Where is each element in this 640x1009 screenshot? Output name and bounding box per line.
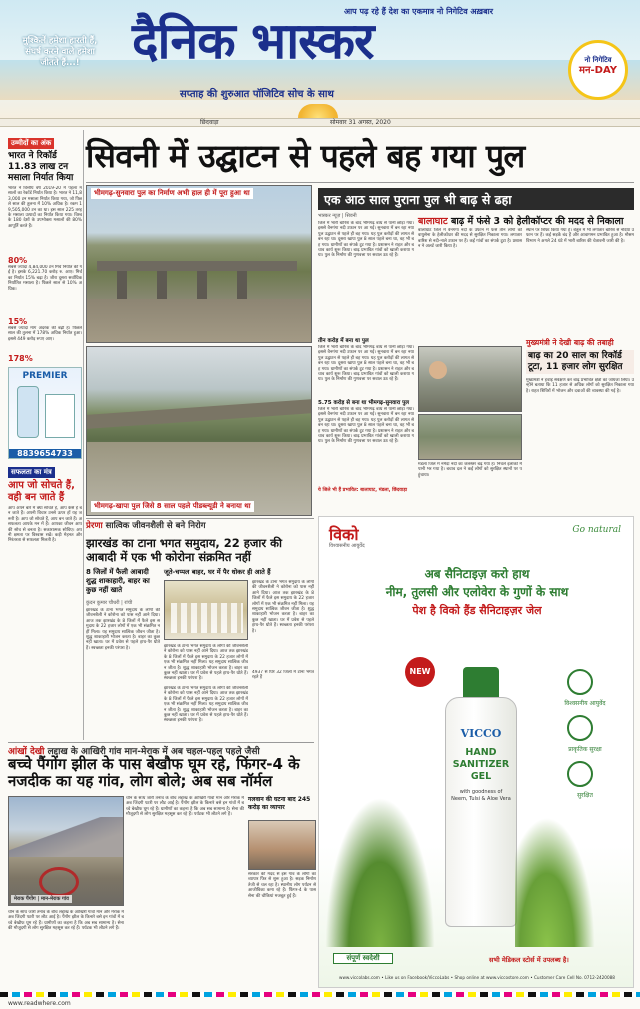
bridge-photo-2-caption: भीमगढ़-खापा पुल जिसे 8 साल पहले पीडब्ल्यूडी ने बनाया था <box>91 501 254 512</box>
tana-bhagat-body-2: झारखंड के टाना भगत समुदाय के लोगों की जीवनशैली ने कोरोना को पास नहीं आने दिया। आज तक झारखंड के 8 जिलों में फैले इस समुदाय के 22 हजार लोगों में एक भी संक्रमित नहीं मिला। यह समुदाय सात्विक जीवन जीता है। शुद्ध शाकाहारी भोजन करता है। बाहर का कुछ नहीं खाता। घर में प्रवेश से पहले हाथ-पैर धोते हैं। स्वच्छता इनकी परंपरा है। <box>252 580 314 634</box>
article-subhead-1: तीन करोड़ में बना था पुल <box>318 338 369 344</box>
mountain-shape <box>9 817 124 857</box>
ladakh-headline: बच्चे पैंगोंग झील के पास बेखौफ घूम रहे, फिंगर-4 के नजदीक का यह गांव, लोग बोले; अब सब नॉर्मल <box>8 755 300 790</box>
ladakh-body-1: चीन के साथ जारी तनाव के बीच लद्दाख के आखिरी गांवों मान और मेराक में अब जिंदगी पटरी पर लौट आई है। पैंगोंग झील के किनारे बसे इन गांवों में बच्चे बेखौफ घूम रहे हैं। ग्रामीणों का कहना है कि अब सब सामान्य है। सेना की मौजूदगी से लोग सुरक्षित महसूस कर रहे हैं। पर्यटक भी लौटने लगे हैं। <box>126 796 244 818</box>
article-footnote: ये जिले भी हैं प्रभावित: बालाघाट, मंडला, छिंदवाड़ा <box>318 488 408 493</box>
article-column-2 <box>418 214 634 227</box>
bridge-structure-shape <box>97 261 297 271</box>
subheadline-bar: एक आठ साल पुराना पुल भी बाढ़ से ढहा <box>318 188 634 210</box>
water-bottle-icon <box>17 386 39 438</box>
bottle-name: HAND SANITIZER GEL <box>452 747 510 782</box>
spice-export-headline: भारत ने रिकॉर्ड 11.83 लाख टन मसाला निर्यात किया <box>8 151 74 183</box>
article-body-col1b: जिले में भारी बारिश के बाद भीमगढ़ बांध से पानी छोड़ा गया। इससे वैनगंगा नदी उफान पर आ गई। सुनवारा में बन रहा नया पुल उद्घाटन से पहले ही बह गया। यह पुल करोड़ों की लागत से बन रहा था। दूसरा खापा पुल 8 साल पहले बना था, वह भी बह गया। ग्रामीणों का संपर्क टूट गया है। प्रशासन ने राहत और बचाव कार्य शुरू किया। बाढ़ प्रभावित गांवों को खाली कराया गया। पुल के निर्माण की गुणवत्ता पर सवाल उठ रहे हैं। <box>318 345 414 383</box>
galwan-side-body: सरकार की मदद से इस गांव के लोगों का व्यापार फिर से शुरू हुआ है। सड़क निर्माण तेजी से चल रहा है। स्थानीय लोग पर्यटन से आजीविका कमा रहे हैं। फिंगर-4 के पास सेना की चौकियां मजबूत हुई हैं। <box>248 872 316 899</box>
dateline-date: सोमवार 31 अगस्त, 2020 <box>330 119 391 126</box>
page-footer <box>0 998 640 1009</box>
helicopter-rescue-photo <box>418 346 522 412</box>
main-headline: सिवनी में उद्घाटन से पहले बह गया पुल <box>86 137 525 175</box>
badge-main-text: मन-DAY <box>578 65 617 76</box>
ad-footer-text: www.viccolabs.com • Like us on Facebook/ViccoLabs • Shop online at www.viccostore.com • Customer Care Cell No. 0712-2420088 <box>339 975 615 980</box>
tana-bhagat-headline: झारखंड का टाना भगत समुदाय, 22 हजार की आबादी में एक भी कोरोना संक्रमित नहीं <box>86 536 282 564</box>
vicco-logo: विको <box>329 525 359 544</box>
prerna-banner <box>86 520 312 534</box>
article-body-col1: जिले में भारी बारिश के बाद भीमगढ़ बांध से पानी छोड़ा गया। इससे वैनगंगा नदी उफान पर आ गई। सुनवारा में बन रहा नया पुल उद्घाटन से पहले ही बह गया। यह पुल करोड़ों की लागत से बन रहा था। दूसरा खापा पुल 8 साल पहले बना था, वह भी बह गया। ग्रामीणों का संपर्क टूट गया है। प्रशासन ने राहत और बचाव कार्य शुरू किया। बाढ़ प्रभावित गांवों को खाली कराया गया। पुल के निर्माण की गुणवत्ता पर सवाल उठ रहे हैं। <box>318 221 414 259</box>
section-label-ummeedon: उम्मीदों का अंक <box>8 138 54 149</box>
bridge-photo-2 <box>86 346 312 516</box>
swadeshi-badge: संपूर्ण स्वदेशी <box>333 953 393 964</box>
galwan-side-headline: गलवान की घटना बाद 245 करोड़ का व्यापार <box>248 796 311 811</box>
tana-bhagat-subhead-right: जूते-चप्पल बाहर, घर में पैर धोकर ही आते हैं <box>164 568 271 576</box>
bridge-photo-1-caption: भीमगढ़-सुनवारा पुल का निर्माण अभी हाल ही में पूरा हुआ था <box>91 188 253 199</box>
person-icon <box>429 361 447 379</box>
feature-natural-label: प्राकृतिक सुरक्षा <box>568 746 602 753</box>
new-badge: NEW <box>405 657 435 687</box>
premier-ad <box>8 367 82 459</box>
headline-rule <box>86 182 634 183</box>
article-body-col3: स्थान पर शिफ्ट किया गया है। बैतूल में भी लगातार बारिश से नदियां उफान पर हैं। कई सड़कें बंद हैं और आवागमन प्रभावित हुआ है। मौसम विभाग ने अगले 24 घंटे में भारी बारिश की चेतावनी जारी की है। <box>526 228 634 244</box>
prerna-label: प्रेरणा <box>86 521 103 531</box>
feature-ayurveda-label: विश्वसनीय आयुर्वेद <box>564 700 606 707</box>
ladakh-photo-caption: मेराक पैंगोंग | मान-मेराक गांव <box>11 895 72 903</box>
bottle-cap-shape <box>463 667 499 697</box>
aankhon-text: लद्दाख के आखिरी गांव मान-मेराक में अब चहल-पहल पहले जैसी <box>47 747 260 757</box>
badge-top-text: नो निगेटिव <box>584 56 612 64</box>
article-subhead-2: 5.75 करोड़ से बना था भीमगढ़-सुनवारा पुल <box>318 400 410 406</box>
dateline-bar <box>0 118 640 127</box>
cm-subheadline: बाढ़ का 20 साल का रिकॉर्ड टूटा, 11 हजार लोग सुरक्षित <box>526 350 634 374</box>
bottle-brand: VICCO <box>460 727 502 740</box>
ad-headline-2: नीम, तुलसी और एलोवेरा के गुणों के साथ <box>385 585 569 599</box>
flood-aerial-photo <box>418 414 522 460</box>
bottle-sub: with goodness of Neem, Tulsi & Aloe Vera <box>451 789 511 802</box>
people-group-shape <box>171 603 243 633</box>
tana-bhagat-photo <box>164 580 248 640</box>
masthead-tagline: सप्ताह की शुरुआत पॉजिटिव सोच के साथ <box>180 89 334 100</box>
reporter-byline: भास्कर न्यूज़ | सिवनी <box>318 213 357 219</box>
left-column <box>8 130 82 676</box>
bridge-pillars-shape <box>117 271 277 299</box>
ladakh-body-2: चीन के साथ जारी तनाव के बीच लद्दाख के आखिरी गांवों मान और मेराक में अब जिंदगी पटरी पर लौट आई है। पैंगोंग झील के किनारे बसे इन गांवों में बच्चे बेखौफ घूम रहे हैं। ग्रामीणों का कहना है कि अब सब सामान्य है। सेना की मौजूदगी से लोग सुरक्षित महसूस कर रहे हैं। पर्यटक भी लौटने लगे हैं। <box>8 910 124 932</box>
bridge-photo-1 <box>86 185 312 343</box>
color-registration-strip <box>0 992 640 997</box>
tana-bhagat-subhead-left: 8 जिलों में फैली आबादी शुद्ध शाकाहारी, बाहर का कुछ नहीं खाते <box>86 568 150 594</box>
prerna-text: सात्विक जीवनशैली से बने निरोग <box>105 521 206 531</box>
aankhon-rule <box>8 742 314 743</box>
column-divider <box>83 130 84 740</box>
sun-icon <box>298 104 338 118</box>
spice-stat-178: 178% <box>8 354 33 363</box>
ladakh-photo <box>8 796 124 906</box>
masthead-tagline-top: आप पढ़ रहे हैं देश का एकमात्र नो निगेटिव अख़बार <box>344 7 493 16</box>
balaghat-headline <box>418 214 634 227</box>
balaghat-head-text: बाढ़ में फंसे 3 को हेलीकॉप्टर की मदद से निकाला <box>450 216 624 227</box>
masthead-quote: मुश्किलें हमेशा हारती हैं, संघर्ष करने वाले हमेशा जीतते हैं...! <box>22 36 98 68</box>
feature-natural-icon <box>567 715 593 741</box>
prerna-rule <box>86 518 314 519</box>
ad-headline-1: अब सैनिटाइज़ करो हाथ <box>424 567 530 581</box>
cm-headline: मुख्यमंत्री ने देखी बाढ़ की तबाही <box>526 338 614 347</box>
ad-headline-3: पेश है विको हैंड सैनिटाइज़र जेल <box>412 604 542 617</box>
success-mantra-body: आप अपने बारे में क्या सोचते हैं, आप कैसे हैं बन जाते हैं। अपनी विचार उनसे ऊपर हों यह जरूरी है। आप जो सोचते हैं, आप बन जाते हैं। असफलता आपके मन में हैं। आपका जीवन आपकी सोच से बनता है। सकारात्मक सोचिए। अपनी क्षमता पर विश्वास रखें। कड़ी मेहनत और निरंतरता से सफलता मिलती है। <box>8 506 82 544</box>
tana-bhagat-byline: कुंदन कुमार चौधरी | रांची <box>86 600 133 606</box>
aankhon-label: आंखों देखी <box>8 747 45 757</box>
spice-export-body-3: सबसे ज्यादा मांग अदरक की बढ़ी है। पिछले साल की तुलना में 178% अधिक निर्यात हुआ। इससे 449 करोड़ रुपए आए। <box>8 326 82 342</box>
footer-site-link[interactable]: www.readwhere.com <box>8 1000 71 1007</box>
vicco-logo-sub: विश्वासनीय आयुर्वेद <box>329 543 365 549</box>
spice-export-body-1: भारत ने वित्तीय वर्ष 2019-20 में पहला मसालों का रेकॉर्ड निर्यात किया है। भारत ने 11,83,000 टन मसाला निर्यात किया गया, जो पिछले साल की तुलना में 10% अधिक है। रकम 19,505,000 टन का था। इस साल 225 तरह के मसाला उत्पादों का निर्यात किया गया। विश्व के 180 देशों के उपभोक्ता मसालों की 80% आपूर्ति करते हैं। <box>8 186 82 229</box>
aloe-vera-leaves-icon <box>325 797 435 947</box>
tana-bhagat-body-1: झारखंड के टाना भगत समुदाय के लोगों की जीवनशैली ने कोरोना को पास नहीं आने दिया। आज तक झारखंड के 8 जिलों में फैले इस समुदाय के 22 हजार लोगों में एक भी संक्रमित नहीं मिला। यह समुदाय सात्विक जीवन जीता है। शुद्ध शाकाहारी भोजन करता है। बाहर का कुछ नहीं खाता। घर में प्रवेश से पहले हाथ-पैर धोते हैं। स्वच्छता इनकी परंपरा है। <box>86 608 160 651</box>
aloe-vera-right-icon <box>515 817 595 947</box>
article-body-col1c: जिले में भारी बारिश के बाद भीमगढ़ बांध से पानी छोड़ा गया। इससे वैनगंगा नदी उफान पर आ गई। सुनवारा में बन रहा नया पुल उद्घाटन से पहले ही बह गया। यह पुल करोड़ों की लागत से बन रहा था। दूसरा खापा पुल 8 साल पहले बना था, वह भी बह गया। ग्रामीणों का संपर्क टूट गया है। प्रशासन ने राहत और बचाव कार्य शुरू किया। बाढ़ प्रभावित गांवों को खाली कराया गया। पुल के निर्माण की गुणवत्ता पर सवाल उठ रहे हैं। <box>318 407 414 445</box>
vicco-advertisement <box>318 516 634 988</box>
section-label-safalta: सफलता का मंत्र <box>8 467 55 478</box>
tana-bhagat-body-3: झारखंड के टाना भगत समुदाय के लोगों की जीवनशैली ने कोरोना को पास नहीं आने दिया। आज तक झारखंड के 8 जिलों में फैले इस समुदाय के 22 हजार लोगों में एक भी संक्रमित नहीं मिला। यह समुदाय सात्विक जीवन जीता है। शुद्ध शाकाहारी भोजन करता है। बाहर का कुछ नहीं खाता। घर में प्रवेश से पहले हाथ-पैर धोते हैं। स्वच्छता इनकी परंपरा है। <box>164 644 248 682</box>
collapsed-bridge-shape <box>87 399 312 429</box>
success-mantra-headline: आप जो सोचते हैं, वही बन जाते हैं <box>8 480 75 503</box>
premier-ad-phone: 8839654733 <box>9 449 81 458</box>
water-can-icon <box>45 394 75 438</box>
sanitizer-bottle <box>439 667 523 927</box>
article-body-col2b: मंडला जिले में नर्मदा नदी का जलस्तर बढ़ गया है। निचले इलाकों में पानी भर गया है। बचाव दल ने कई लोगों को सुरक्षित स्थानों पर पहुंचाया। <box>418 462 522 478</box>
flood-water-shape <box>87 299 312 343</box>
tana-bhagat-body-4: झारखंड के टाना भगत समुदाय के लोगों की जीवनशैली ने कोरोना को पास नहीं आने दिया। आज तक झारखंड के 8 जिलों में फैले इस समुदाय के 22 हजार लोगों में एक भी संक्रमित नहीं मिला। यह समुदाय सात्विक जीवन जीता है। शुद्ध शाकाहारी भोजन करता है। बाहर का कुछ नहीं खाता। घर में प्रवेश से पहले हाथ-पैर धोते हैं। स्वच्छता इनकी परंपरा है। <box>164 686 248 724</box>
premier-ad-brand: PREMIER <box>22 371 68 381</box>
article-column-1 <box>318 213 414 513</box>
newspaper-logo: दैनिक भास्कर <box>132 11 374 70</box>
feature-safe-label: सुरक्षित <box>577 792 593 799</box>
article-body-col2: बालाघाट जिले में वैनगंगा नदी के उफान में फंसे तीन लोगों को वायुसेना के हेलीकॉप्टर की मदद से सुरक्षित निकाला गया। लगातार बारिश से नदी-नाले उफान पर हैं। कई गांवों का संपर्क टूटा है। प्रशासन ने अलर्ट जारी किया है। <box>418 228 522 250</box>
children-bicycle-shape <box>39 867 79 897</box>
masthead <box>0 0 640 118</box>
feature-ayurveda-icon <box>567 669 593 695</box>
go-natural-logo: Go natural <box>572 525 621 535</box>
article-body-col3b: मुख्यमंत्री ने हवाई सर्वेक्षण कर बाढ़ प्रभावित क्षेत्रों का जायजा लिया। उन्होंने बताया कि 11 हजार से अधिक लोगों को सुरक्षित निकाला गया है। राहत शिविरों में भोजन और दवाओं की व्यवस्था की गई है। <box>526 378 634 394</box>
no-negative-badge <box>568 40 628 100</box>
spice-stat-80: 80% <box>8 256 28 265</box>
feature-safe-icon <box>567 761 593 787</box>
spice-stat-15: 15% <box>8 317 28 326</box>
galwan-side-photo <box>248 820 316 870</box>
balaghat-tag: बालाघाट <box>418 216 448 227</box>
dateline-city: छिंदवाड़ा <box>200 119 219 126</box>
tana-bhagat-stat: 4937 से घिरे 32 जिलों में टाना भगत रहते हैं <box>252 670 314 681</box>
ad-availability: सभी मेडिकल स्टोर्स में उपलब्ध है। <box>489 956 569 964</box>
spice-export-body-2: सबसे ज्यादा 4,84,000 टन मिर्च निर्यात की गई है। इसके 6,221.70 करोड़ रु. आए। मिर्च का निर्यात 15% बढ़ा है। जीरा दूसरा सर्वाधिक निर्यातित मसाला है। पिछले साल से 10% अधिक। <box>8 265 82 292</box>
